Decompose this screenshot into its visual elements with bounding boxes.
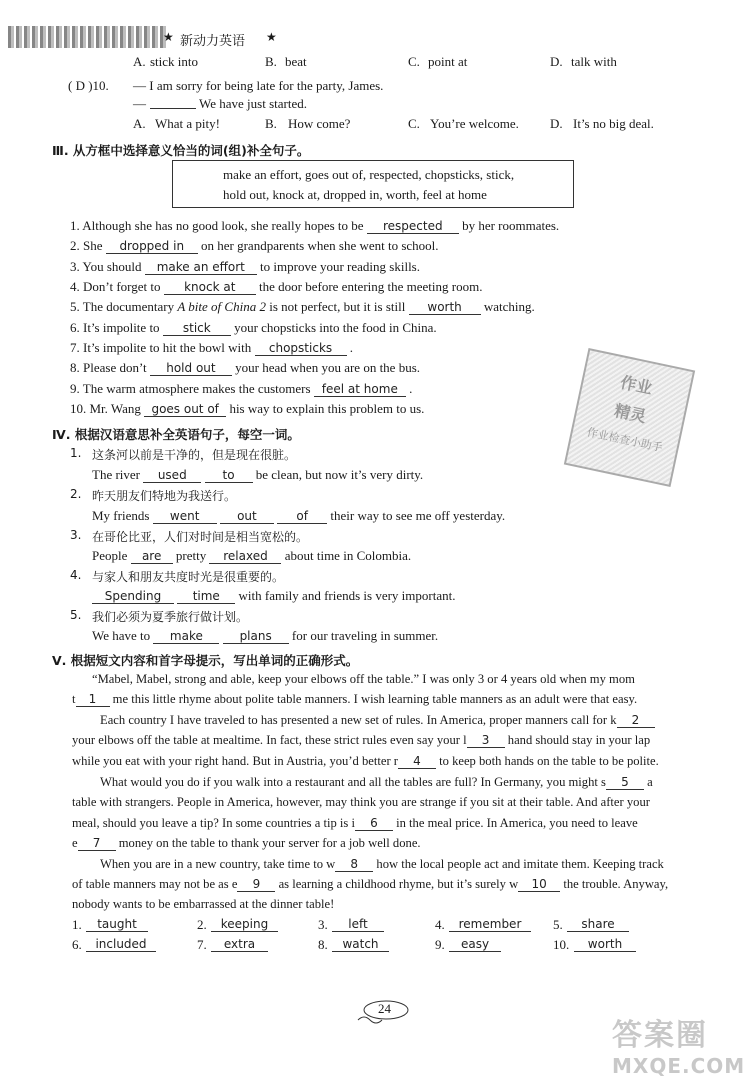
item-text: with family and friends is very important. <box>238 588 456 603</box>
initial-letter: t <box>72 692 76 706</box>
item-text: The river <box>92 467 141 482</box>
answer-word: keeping <box>211 917 278 932</box>
q10-dash: — <box>133 96 146 111</box>
answer-blank: 8 <box>335 857 373 872</box>
item-text: Don’t forget to <box>83 279 161 294</box>
list-item <box>70 340 353 356</box>
passage-line <box>100 857 664 872</box>
item-text: his way to explain this problem to us. <box>229 401 425 416</box>
chinese-prompt: 这条河以前是干净的，但是现在很脏。 <box>92 448 297 462</box>
item-number: 5. <box>70 299 80 314</box>
list-item <box>70 238 439 254</box>
answer-blank: make <box>153 629 219 644</box>
option-letter: C. <box>408 116 420 131</box>
item-text: We have to <box>92 628 151 643</box>
answer-number: 3. <box>318 917 328 932</box>
item-text: be clean, but now it’s very dirty. <box>255 467 424 482</box>
item-text: the door before entering the meeting room. <box>259 279 483 294</box>
answer-number: 1. <box>72 917 82 932</box>
passage-text: how the local people act and imitate them. Keeping track <box>376 857 664 871</box>
passage-text: of table manners may not be as e <box>72 877 238 891</box>
item-text: is not perfect, but it is still <box>269 299 406 314</box>
item-text: watching. <box>483 299 535 314</box>
item-text: The warm atmosphere makes the customers <box>82 381 311 396</box>
passage-text: When you are in a new country, take time to w <box>100 857 336 871</box>
answer-blank: 9 <box>237 877 275 892</box>
passage-line <box>72 816 638 831</box>
passage-text: in the meal price. In America, you need to leave <box>396 816 638 830</box>
item-number: 9. <box>70 381 80 396</box>
answer-word: extra <box>211 937 268 952</box>
answer-number: 9. <box>435 937 445 952</box>
list-item <box>70 381 412 397</box>
stamp-line: 精灵 <box>612 400 648 427</box>
list-item <box>92 467 423 483</box>
option-text: beat <box>285 54 307 69</box>
initial-letter: e <box>72 836 78 850</box>
item-number: 4. <box>70 279 80 294</box>
answer-number: 7. <box>197 937 207 952</box>
list-item <box>92 628 438 644</box>
option-letter: A. <box>133 116 146 131</box>
answer-word: easy <box>449 937 501 952</box>
answer-blank: 3 <box>467 733 505 748</box>
star-icon: ★ <box>163 30 174 44</box>
stamp-line: 作业 <box>618 372 654 398</box>
answer-word: remember <box>449 917 531 932</box>
option-text: You’re welcome. <box>430 116 519 131</box>
q10-blank <box>150 108 196 109</box>
passage-line: nobody wants to be embarrassed at the dinner table! <box>72 897 335 911</box>
item-text: by her roommates. <box>462 218 560 233</box>
page-number-badge <box>350 998 420 1028</box>
section-5-heading: Ⅴ. 根据短文内容和首字母提示，写出单词的正确形式。 <box>52 653 359 668</box>
option-text: talk with <box>571 54 617 69</box>
watermark-main: 答案圈 <box>612 1018 708 1053</box>
option-letter: A. <box>133 54 146 69</box>
option-letter: D. <box>550 116 563 131</box>
page-number: 24 <box>378 1001 391 1016</box>
option-letter: B. <box>265 116 277 131</box>
item-number: 3. <box>70 259 80 274</box>
item-number: 6. <box>70 320 80 335</box>
answer-blank: time <box>177 589 235 604</box>
word-box <box>172 160 574 208</box>
passage-text: a <box>647 775 653 789</box>
answer-blank: 10 <box>518 877 560 892</box>
passage-line <box>100 775 653 790</box>
header-title: 新动力英语 <box>180 34 246 49</box>
word-box-line: make an effort, goes out of, respected, chopsticks, stick, <box>223 167 515 182</box>
answer-blank: 5 <box>606 775 644 790</box>
passage-text: hand should stay in your lap <box>507 733 651 747</box>
item-number: 1. <box>70 218 80 233</box>
item-text: She <box>83 238 103 253</box>
answer-blank: make an effort <box>145 260 257 275</box>
option-text: point at <box>428 54 468 69</box>
option-text: What a pity! <box>155 116 220 131</box>
list-item <box>70 360 420 376</box>
chinese-prompt: 昨天朋友们特地为我送行。 <box>92 489 237 503</box>
answer-blank: relaxed <box>209 549 281 564</box>
item-number: 2. <box>70 487 82 501</box>
list-item <box>92 508 505 524</box>
chinese-prompt: 在哥伦比亚，人们对时间是相当宽松的。 <box>92 530 309 544</box>
item-number: 1. <box>70 446 82 460</box>
option-text: It’s no big deal. <box>573 116 654 131</box>
answer-word: included <box>86 937 156 952</box>
list-item <box>70 401 424 417</box>
answer-blank: to <box>205 468 253 483</box>
list-item <box>70 218 559 234</box>
option-letter: C. <box>408 54 420 69</box>
item-number: 10. <box>70 401 87 416</box>
chinese-prompt: 与家人和朋友共度时光是很重要的。 <box>92 570 285 584</box>
answer-blank: knock at <box>164 280 256 295</box>
answer-blank: 6 <box>355 816 393 831</box>
watermark-url: MXQE.COM <box>612 1054 746 1078</box>
answer-blank: hold out <box>150 361 232 376</box>
item-text: . <box>409 381 413 396</box>
answer-blank: stick <box>163 321 231 336</box>
answer-number: 5. <box>553 917 563 932</box>
chinese-prompt: 我们必须为夏季旅行做计划。 <box>92 610 249 624</box>
answer-blank: worth <box>409 300 481 315</box>
item-text: . <box>349 340 354 355</box>
answer-blank: went <box>153 509 217 524</box>
list-item <box>70 299 535 315</box>
item-number: 7. <box>70 340 80 355</box>
answer-word: share <box>567 917 629 932</box>
item-text: their way to see me off yesterday. <box>330 508 506 523</box>
watermark <box>612 1010 746 1078</box>
passage-text: your elbows off the table at mealtime. In fact, these strict rules even say your l <box>72 733 467 747</box>
word-box-line: hold out, knock at, dropped in, worth, feel at home <box>223 187 487 202</box>
homework-stamp <box>564 348 695 487</box>
answer-blank: Spending <box>92 589 174 604</box>
passage-line <box>72 877 668 892</box>
answer-blank: feel at home <box>314 382 406 397</box>
answer-blank: 4 <box>398 754 436 769</box>
q10-answer-prefix: ( D )10. <box>68 78 109 93</box>
passage-text: Each country I have traveled to has presented a new set of rules. In America, proper manners call for k <box>100 713 617 727</box>
item-text: People <box>92 548 128 563</box>
item-text: It’s impolite to hit the bowl with <box>83 340 252 355</box>
answer-number: 10. <box>553 937 570 952</box>
answer-blank: of <box>277 509 327 524</box>
passage-text: to keep both hands on the table to be polite. <box>439 754 659 768</box>
passage-line <box>72 692 637 707</box>
passage-text: me this little rhyme about polite table manners. I wish learning table manners as an adult were that easy. <box>112 692 638 706</box>
star-icon: ★ <box>266 30 277 44</box>
option-text: How come? <box>288 116 351 131</box>
passage-line <box>72 733 650 748</box>
item-italic-title: A bite of China 2 <box>177 299 266 314</box>
answer-number: 8. <box>318 937 328 952</box>
answer-word: watch <box>332 937 389 952</box>
item-text: on her grandparents when she went to school. <box>201 238 439 253</box>
passage-text: What would you do if you walk into a restaurant and all the tables are full? In Germany, you might s <box>100 775 606 789</box>
option-text: stick into <box>150 54 199 69</box>
answer-blank: used <box>143 468 201 483</box>
item-text: You should <box>82 259 142 274</box>
answer-word: worth <box>574 937 636 952</box>
passage-text: as learning a childhood rhyme, but it’s surely w <box>278 877 519 891</box>
item-text: The documentary <box>82 299 175 314</box>
item-text: pretty <box>175 548 207 563</box>
passage-line <box>100 713 655 728</box>
item-text: your head when you are on the bus. <box>235 360 421 375</box>
option-letter: D. <box>550 54 563 69</box>
passage-text: money on the table to thank your server for a job well done. <box>118 836 421 850</box>
item-text: to improve your reading skills. <box>260 259 420 274</box>
list-item <box>70 320 437 336</box>
item-number: 2. <box>70 238 80 253</box>
answer-blank: plans <box>223 629 289 644</box>
item-number: 5. <box>70 608 82 622</box>
item-number: 3. <box>70 528 82 542</box>
q10-line1: — I am sorry for being late for the party, James. <box>133 78 384 93</box>
item-text: for our traveling in summer. <box>291 628 439 643</box>
answer-blank: 2 <box>617 713 655 728</box>
item-text: Mr. Wang <box>89 401 141 416</box>
answer-blank: out <box>220 509 274 524</box>
passage-text: while you eat with your right hand. But in Austria, you’d better r <box>72 754 398 768</box>
stamp-line: 作业检查小助手 <box>585 425 664 455</box>
passage-line <box>72 836 421 851</box>
answer-number: 4. <box>435 917 445 932</box>
item-text: My friends <box>92 508 150 523</box>
answer-number: 2. <box>197 917 207 932</box>
answer-blank: dropped in <box>106 239 198 254</box>
list-item <box>92 548 411 564</box>
list-item <box>92 588 455 604</box>
page-header <box>8 18 738 48</box>
option-letter: B. <box>265 54 277 69</box>
section-4-heading: Ⅳ. 根据汉语意思补全英语句子，每空一词。 <box>52 427 300 442</box>
list-item <box>70 279 482 295</box>
answer-blank: are <box>131 549 173 564</box>
answer-word: taught <box>86 917 148 932</box>
item-number: 8. <box>70 360 80 375</box>
item-text: It’s impolite to <box>83 320 160 335</box>
answer-blank: 7 <box>78 836 116 851</box>
answer-blank: 1 <box>76 692 110 707</box>
item-text: about time in Colombia. <box>284 548 412 563</box>
item-text: your chopsticks into the food in China. <box>234 320 437 335</box>
item-number: 4. <box>70 568 82 582</box>
answer-blank: goes out of <box>144 402 226 417</box>
header-decorative-banner <box>8 26 168 48</box>
answer-number: 6. <box>72 937 82 952</box>
list-item <box>70 259 420 275</box>
passage-line: table with strangers. People in America, however, may think you are strange if you sit at their table. And after your <box>72 795 650 809</box>
section-3-heading: Ⅲ. 从方框中选择意义恰当的词(组)补全句子。 <box>52 143 310 158</box>
answer-blank: chopsticks <box>255 341 347 356</box>
answer-blank: respected <box>367 219 459 234</box>
passage-line <box>72 754 659 769</box>
passage-line: “Mabel, Mabel, strong and able, keep your elbows off the table.” I was only 3 or 4 years old when my mom <box>92 672 635 686</box>
item-text: Although she has no good look, she really hopes to be <box>82 218 364 233</box>
item-text: Please don’t <box>83 360 147 375</box>
q10-line2: We have just started. <box>199 96 307 111</box>
passage-text: meal, should you leave a tip? In some countries a tip is i <box>72 816 355 830</box>
passage-text: the trouble. Anyway, <box>563 877 669 891</box>
answer-word: left <box>332 917 384 932</box>
